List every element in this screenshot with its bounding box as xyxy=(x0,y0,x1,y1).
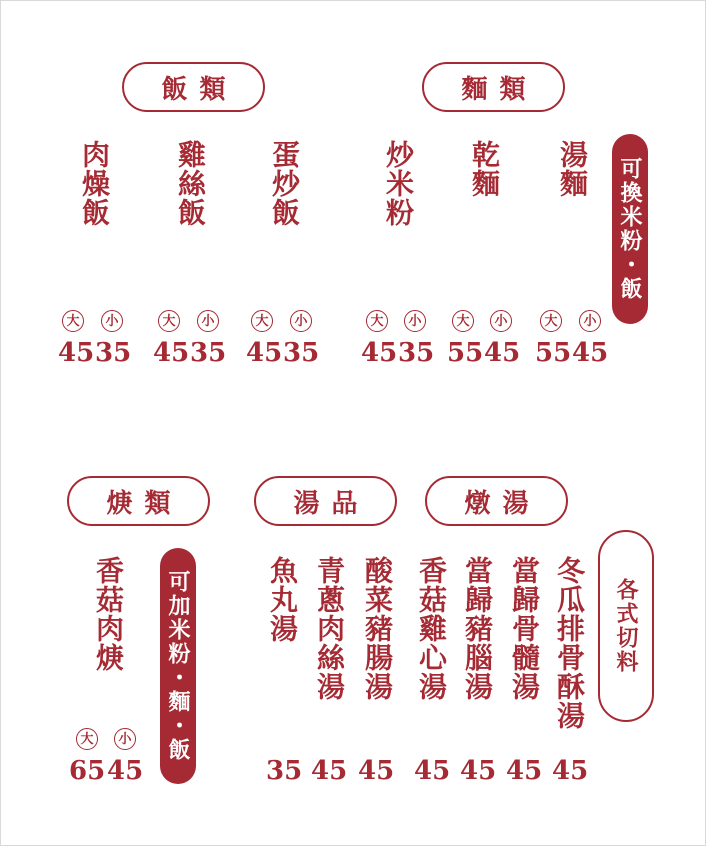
noodle-substitute-note: 可換米粉・飯 xyxy=(612,134,648,324)
size-large-icon: 大 xyxy=(251,310,273,332)
noodle-item-name: 乾麵 xyxy=(468,140,501,198)
rice-item-name: 肉燥飯 xyxy=(78,140,111,227)
category-soup-header: 湯品 xyxy=(254,476,397,526)
stew-addon-note: 可加米粉・麵・飯 xyxy=(160,548,196,784)
assorted-cuts-label: 各式切料 xyxy=(598,530,654,722)
size-large-icon: 大 xyxy=(158,310,180,332)
size-small-icon: 小 xyxy=(579,310,601,332)
soup-price: 45 xyxy=(311,756,348,786)
price-large: 55 xyxy=(535,338,572,368)
category-braised-soup-header: 燉湯 xyxy=(425,476,568,526)
soup-item-name: 當歸骨髓湯 xyxy=(508,556,541,701)
size-small-icon: 小 xyxy=(290,310,312,332)
soup-price: 45 xyxy=(460,756,497,786)
price-large: 65 xyxy=(69,756,106,786)
size-large-icon: 大 xyxy=(76,728,98,750)
rice-item-name: 雞絲飯 xyxy=(174,140,207,227)
price-large: 45 xyxy=(246,338,283,368)
category-noodles-header: 麵類 xyxy=(422,62,565,112)
soup-item-name: 青蔥肉絲湯 xyxy=(313,556,346,701)
soup-price: 45 xyxy=(506,756,543,786)
price-small: 35 xyxy=(190,338,227,368)
soup-price: 45 xyxy=(414,756,451,786)
price-small: 35 xyxy=(398,338,435,368)
soup-item-name: 香菇雞心湯 xyxy=(415,556,448,701)
size-large-icon: 大 xyxy=(540,310,562,332)
size-small-icon: 小 xyxy=(114,728,136,750)
size-small-icon: 小 xyxy=(197,310,219,332)
soup-item-name: 當歸豬腦湯 xyxy=(461,556,494,701)
soup-item-name: 酸菜豬腸湯 xyxy=(361,556,394,701)
noodle-item-name: 湯麵 xyxy=(556,140,589,198)
price-small: 45 xyxy=(572,338,609,368)
size-large-icon: 大 xyxy=(452,310,474,332)
soup-price: 45 xyxy=(358,756,395,786)
noodle-item-name: 炒米粉 xyxy=(382,140,415,227)
price-small: 35 xyxy=(95,338,132,368)
soup-item-name: 冬瓜排骨酥湯 xyxy=(553,556,586,730)
price-small: 45 xyxy=(107,756,144,786)
category-rice-header: 飯類 xyxy=(122,62,265,112)
price-large: 45 xyxy=(153,338,190,368)
category-stew-header: 焿類 xyxy=(67,476,210,526)
price-large: 55 xyxy=(447,338,484,368)
size-small-icon: 小 xyxy=(404,310,426,332)
soup-price: 35 xyxy=(266,756,303,786)
price-large: 45 xyxy=(58,338,95,368)
soup-price: 45 xyxy=(552,756,589,786)
size-small-icon: 小 xyxy=(101,310,123,332)
size-large-icon: 大 xyxy=(366,310,388,332)
size-small-icon: 小 xyxy=(490,310,512,332)
price-small: 35 xyxy=(283,338,320,368)
size-large-icon: 大 xyxy=(62,310,84,332)
soup-item-name: 魚丸湯 xyxy=(266,556,299,643)
rice-item-name: 蛋炒飯 xyxy=(268,140,301,227)
price-small: 45 xyxy=(484,338,521,368)
price-large: 45 xyxy=(361,338,398,368)
stew-item-name: 香菇肉焿 xyxy=(92,556,125,672)
